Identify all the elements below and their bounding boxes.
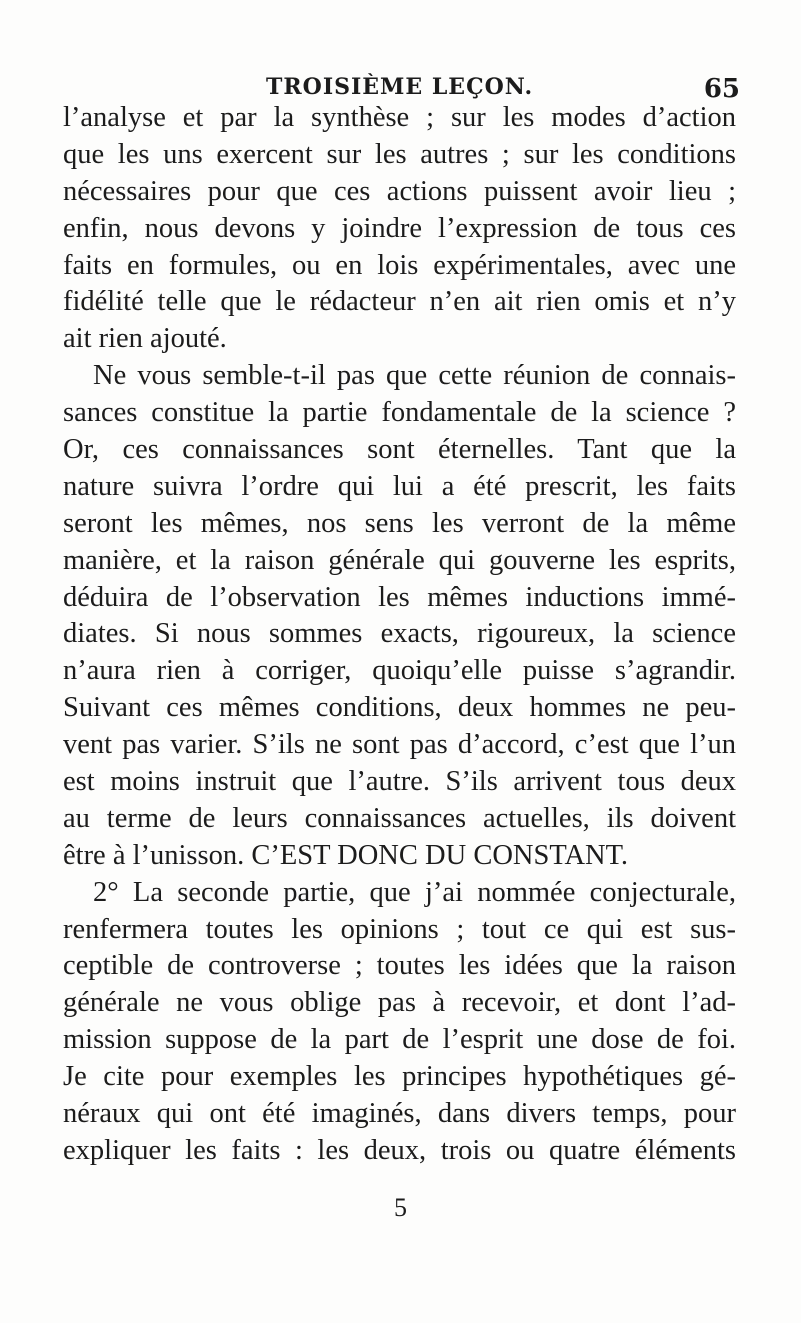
page-number: 65 <box>703 74 740 104</box>
text-line: vent pas varier. S’ils ne sont pas d’accord, c’est que l’un <box>63 729 736 761</box>
text-line: renfermera toutes les opinions ; tout ce qui est sus- <box>63 913 736 945</box>
text-line: être à l’unisson. C’EST DONC DU CONSTANT. <box>63 839 629 871</box>
text-line: au terme de leurs connaissances actuelles, ils doivent <box>63 802 736 834</box>
text-line: seront les mêmes, nos sens les verront de la même <box>63 507 736 539</box>
text-line: ceptible de controverse ; toutes les idées que la raison <box>63 950 736 982</box>
text-line: expliquer les faits : les deux, trois ou quatre éléments <box>63 1134 736 1166</box>
text-line: manière, et la raison générale qui gouverne les esprits, <box>63 544 736 576</box>
text-line: 2° La seconde partie, que j’ai nommée conjecturale, <box>93 876 736 908</box>
text-line: que les uns exercent sur les autres ; sur les conditions <box>63 138 736 170</box>
text-line: fidélité telle que le rédacteur n’en ait rien omis et n’y <box>63 286 736 318</box>
text-line: ait rien ajouté. <box>63 323 227 355</box>
signature-mark: 5 <box>394 1193 407 1222</box>
text-line: Ne vous semble-t-il pas que cette réunion de connais- <box>93 360 736 392</box>
text-line: Je cite pour exemples les principes hypothétiques gé- <box>63 1061 736 1093</box>
text-line: Or, ces connaissances sont éternelles. Tant que la <box>63 434 736 466</box>
text-line: faits en formules, ou en lois expérimentales, avec une <box>63 249 736 281</box>
text-line: sances constitue la partie fondamentale de la science ? <box>63 397 736 429</box>
running-title: TROISIÈME LEÇON. <box>266 74 534 100</box>
text-line: n’aura rien à corriger, quoiqu’elle puisse s’agrandir. <box>63 655 736 687</box>
body-text <box>63 100 736 1170</box>
text-line: l’analyse et par la synthèse ; sur les modes d’action <box>63 102 736 133</box>
text-line: est moins instruit que l’autre. S’ils arrivent tous deux <box>63 766 736 798</box>
text-line: mission suppose de la part de l’esprit une dose de foi. <box>63 1024 736 1056</box>
text-line: générale ne vous oblige pas à recevoir, et dont l’ad- <box>63 987 736 1019</box>
text-line: diates. Si nous sommes exacts, rigoureux, la science <box>63 618 736 650</box>
text-line: Suivant ces mêmes conditions, deux hommes ne peu- <box>63 692 736 724</box>
text-line: néraux qui ont été imaginés, dans divers temps, pour <box>63 1098 736 1130</box>
text-line: déduira de l’observation les mêmes inductions immé- <box>63 581 736 613</box>
text-line: nécessaires pour que ces actions puissent avoir lieu ; <box>63 175 736 207</box>
text-line: enfin, nous devons y joindre l’expression de tous ces <box>63 212 736 244</box>
text-line: nature suivra l’ordre qui lui a été prescrit, les faits <box>63 470 736 502</box>
